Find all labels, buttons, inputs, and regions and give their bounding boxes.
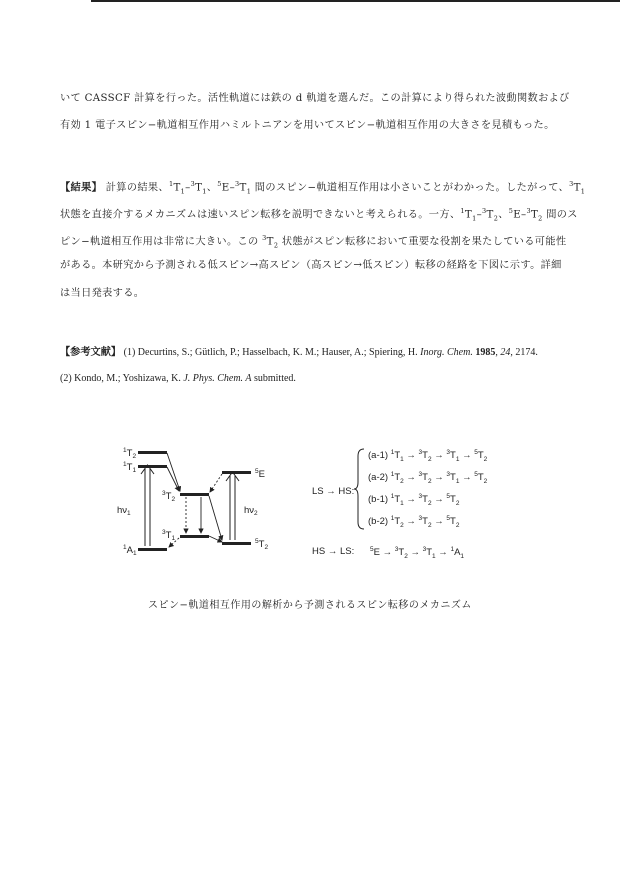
level-5T2: [222, 542, 251, 545]
label-5E: $^5$E: [255, 468, 265, 480]
results-text: 計算の結果、: [105, 182, 169, 194]
label-1T2: $^1T_2$: [123, 447, 137, 460]
term: T: [266, 236, 274, 248]
level-1A1: [138, 548, 167, 551]
arrow-icon: →: [403, 494, 419, 506]
state-term: $^5T_2$: [446, 493, 460, 508]
sub: 2: [538, 214, 543, 223]
label-5T2: $^5T_2$: [255, 538, 269, 551]
arrow-3T2-5T2: [209, 496, 222, 540]
ref-volume: 24: [500, 347, 511, 358]
sup: 1: [460, 207, 465, 215]
arrow-icon: →: [403, 516, 419, 528]
results-text: 状態がスピン転移において重要な役割を果たしている可能性: [281, 236, 567, 248]
arrow-icon: →: [403, 450, 419, 462]
term: T: [486, 209, 494, 221]
ls-hs-label: LS → HS:: [312, 486, 355, 497]
state-term: $^5T_2$: [474, 449, 488, 464]
sup: 3: [235, 180, 240, 188]
method-line-1: いて CASSCF 計算を行った。活性軌道には鉄の d 軌道を選んだ。この計算により得られた波動関数および: [60, 93, 570, 104]
label-3T2: $^3T_2$: [162, 490, 176, 503]
dash: –: [229, 182, 236, 194]
arrow-icon: →: [431, 450, 447, 462]
arrow-3T1-5T2: [209, 536, 222, 542]
sub: 1: [202, 187, 207, 196]
page-top-rule: [91, 0, 620, 2]
reference-2: [60, 372, 296, 386]
dash: –: [185, 182, 191, 194]
path-a-2: [368, 471, 488, 486]
results-text: ピン−軌道相互作用は非常に大きい。この: [60, 236, 259, 248]
references-heading: 【参考文献】: [60, 346, 122, 358]
state-term: $^3T_2$: [418, 493, 432, 508]
path-tag: (b-2): [368, 516, 391, 528]
figure-caption: スピン−軌道相互作用の解析から予測されるスピン転移のメカニズム: [148, 600, 472, 611]
state-term: $^5T_2$: [474, 471, 488, 486]
sub: 1: [180, 187, 186, 196]
sup: 3: [262, 234, 267, 242]
energy-level-diagram: [100, 436, 280, 566]
arrow-icon: →: [431, 494, 447, 506]
state-term: $^3T_1$: [446, 471, 460, 486]
sup: 3: [482, 207, 487, 215]
sub: 2: [493, 214, 499, 223]
ref-journal: J. Phys. Chem. A: [183, 373, 252, 384]
state-term: $^5$E: [370, 546, 380, 559]
dash: –: [476, 209, 483, 221]
term: T: [573, 182, 581, 194]
path-b-1: [368, 493, 459, 507]
comma: 、: [206, 182, 218, 194]
state-term: $^1T_1$: [390, 493, 404, 508]
state-term: $^3T_1$: [446, 449, 460, 464]
ref-status: submitted.: [251, 373, 296, 384]
arrow-icon: →: [407, 547, 423, 559]
dash: –: [521, 209, 527, 221]
path-tag: (a-2): [368, 472, 391, 484]
sup: 5: [508, 207, 514, 215]
sup: 5: [217, 180, 222, 188]
sub: 1: [580, 187, 586, 196]
term: E: [513, 209, 522, 221]
state-term: $^1T_2$: [390, 515, 404, 530]
sub: 1: [472, 214, 477, 223]
level-1T1: [138, 465, 167, 468]
results-text: 状態を直接介するメカニズムは速いスピン転移を説明できないと考えられる。一方、: [60, 209, 461, 221]
term: E: [221, 182, 230, 194]
state-term: $^1A_1$: [450, 546, 465, 561]
path-tag: (b-1): [368, 494, 391, 506]
results-text: 間のス: [546, 209, 578, 221]
sub: 2: [273, 241, 279, 250]
results-heading: 【結果】: [60, 181, 103, 194]
sub: 1: [246, 187, 252, 196]
arrow-icon: →: [379, 547, 395, 559]
label-1A1: $^1A_1$: [123, 544, 137, 557]
results-line-5: は当日発表する。: [60, 288, 145, 299]
path-hs-ls: [370, 546, 464, 560]
state-term: $^3T_2$: [418, 515, 432, 530]
sup: 3: [526, 207, 531, 215]
path-b-2: [368, 515, 459, 529]
level-3T1: [180, 535, 209, 538]
ref-pages: , 2174.: [510, 347, 538, 358]
state-term: $^1T_2$: [390, 471, 404, 486]
comma: 、: [498, 209, 509, 221]
label-hv1: $h\nu_1$: [117, 505, 131, 517]
arrow-icon: →: [431, 472, 447, 484]
arrow-5E-3T2: [210, 474, 222, 492]
term: T: [173, 182, 181, 194]
term: T: [464, 209, 473, 221]
arrow-icon: →: [435, 547, 451, 559]
results-line-3: [60, 231, 566, 252]
label-hv2: $h\nu_2$: [244, 505, 258, 517]
term: T: [195, 182, 203, 194]
sup: 3: [190, 180, 196, 188]
path-a-1: [368, 449, 488, 464]
level-3T2: [180, 493, 209, 496]
term: T: [530, 209, 539, 221]
arrow-icon: →: [403, 472, 419, 484]
results-line-2: [60, 204, 578, 225]
ref-authors: (1) Decurtins, S.; Gütlich, P.; Hasselbach, K. M.; Hauser, A.; Spiering, H.: [123, 347, 421, 358]
state-term: $^1T_1$: [390, 449, 404, 464]
state-term: $^3T_2$: [418, 471, 432, 486]
sup: 1: [168, 180, 174, 188]
ref-journal: Inorg. Chem.: [420, 347, 473, 358]
results-text: 間のスピン−軌道相互作用は小さいことがわかった。したがって、: [254, 182, 570, 194]
ref-authors: (2) Kondo, M.; Yoshizawa, K.: [60, 373, 184, 384]
term: T: [239, 182, 247, 194]
state-term: $^3T_2$: [394, 546, 408, 561]
method-line-2: 有効 1 電子スピン−軌道相互作用ハミルトニアンを用いてスピン−軌道相互作用の大きさを見積もった。: [60, 120, 555, 131]
state-term: $^3T_1$: [422, 546, 436, 561]
isc-arrow-1T2-3T2: [167, 453, 180, 491]
reference-1: 【参考文献】 (1) Decurtins, S.; Gütlich, P.; Hasselbach, K. M.; Hauser, A.; Spiering, H. Inorg. Chem. 1985, 24, 2174.: [60, 346, 538, 358]
path-tag: (a-1): [368, 450, 391, 462]
results-line-4: がある。本研究から予測される低スピン→高スピン（高スピン→低スピン）転移の経路を下図に示す。詳細: [60, 260, 562, 271]
label-3T1: $^3T_1$: [162, 529, 176, 542]
level-1T2: [138, 451, 167, 454]
hs-ls-label: HS → LS:: [312, 546, 355, 557]
state-term: $^5T_2$: [446, 515, 460, 530]
state-term: $^3T_2$: [418, 449, 432, 464]
arrow-icon: →: [459, 450, 475, 462]
curly-brace: [354, 448, 366, 530]
level-5E: [222, 471, 251, 474]
arrow-icon: →: [431, 516, 447, 528]
label-1T1: $^1T_1$: [123, 461, 137, 474]
sup: 3: [569, 180, 574, 188]
arrow-icon: →: [459, 472, 475, 484]
results-line-1: [60, 177, 585, 198]
ref-year: 1985: [475, 347, 496, 358]
